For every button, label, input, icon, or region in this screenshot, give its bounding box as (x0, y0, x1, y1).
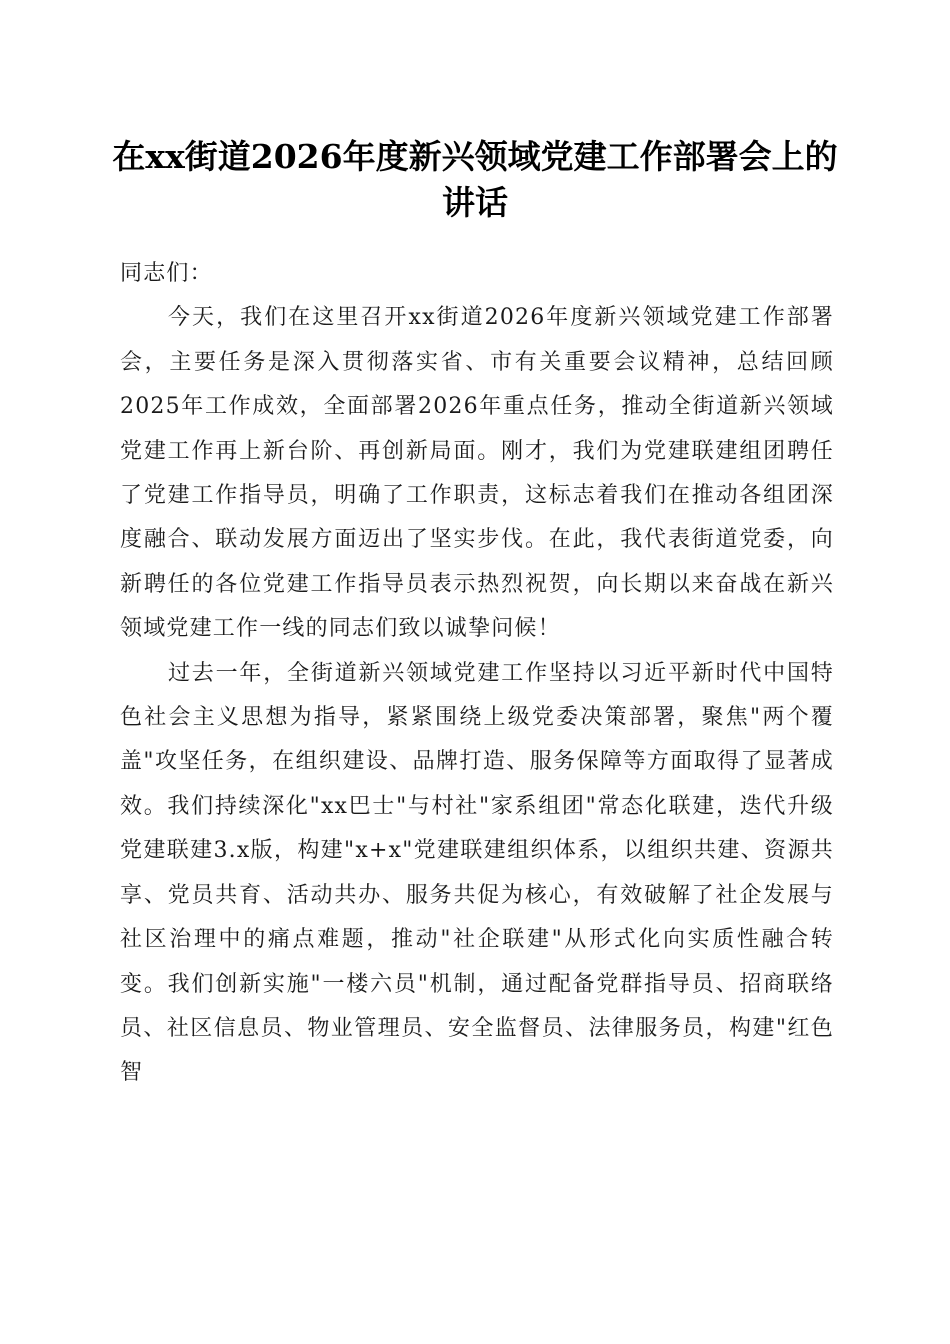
document-body (120, 252, 834, 1096)
salutation: 同志们： (120, 261, 213, 286)
paragraph: 今天，我们在这里召开xx街道2026年度新兴领域党建工作部署会，主要任务是深入贯彻落实省、市有关重要会议精神，总结回顾2025年工作成效，全面部署2026年重点任务，推动全街道新兴领域党建工作再上新台阶、再创新局面。刚才，我们为党建联建组团聘任了党建工作指导员，明确了工作职责，这标志着我们在推动各组团深度融合、联动发展方面迈出了坚实步伐。在此，我代表街道党委，向新聘任的各位党建工作指导员表示热烈祝贺，向长期以来奋战在新兴领域党建工作一线的同志们致以诚挚问候！ (120, 305, 834, 642)
paragraph: 过去一年，全街道新兴领域党建工作坚持以习近平新时代中国特色社会主义思想为指导，紧紧围绕上级党委决策部署，聚焦"两个覆盖"攻坚任务，在组织建设、品牌打造、服务保障等方面取得了显著成效。我们持续深化"xx巴士"与村社"家系组团"常态化联建，迭代升级党建联建3.x版，构建"x+x"党建联建组织体系，以组织共建、资源共享、党员共育、活动共办、服务共促为核心，有效破解了社企发展与社区治理中的痛点难题，推动"社企联建"从形式化向实质性融合转变。我们创新实施"一楼六员"机制，通过配备党群指导员、招商联络员、社区信息员、物业管理员、安全监督员、法律服务员，构建"红色智 (120, 660, 834, 1086)
document-title: 在xx街道2026年度新兴领域党建工作部署会上的讲话 (112, 137, 838, 222)
